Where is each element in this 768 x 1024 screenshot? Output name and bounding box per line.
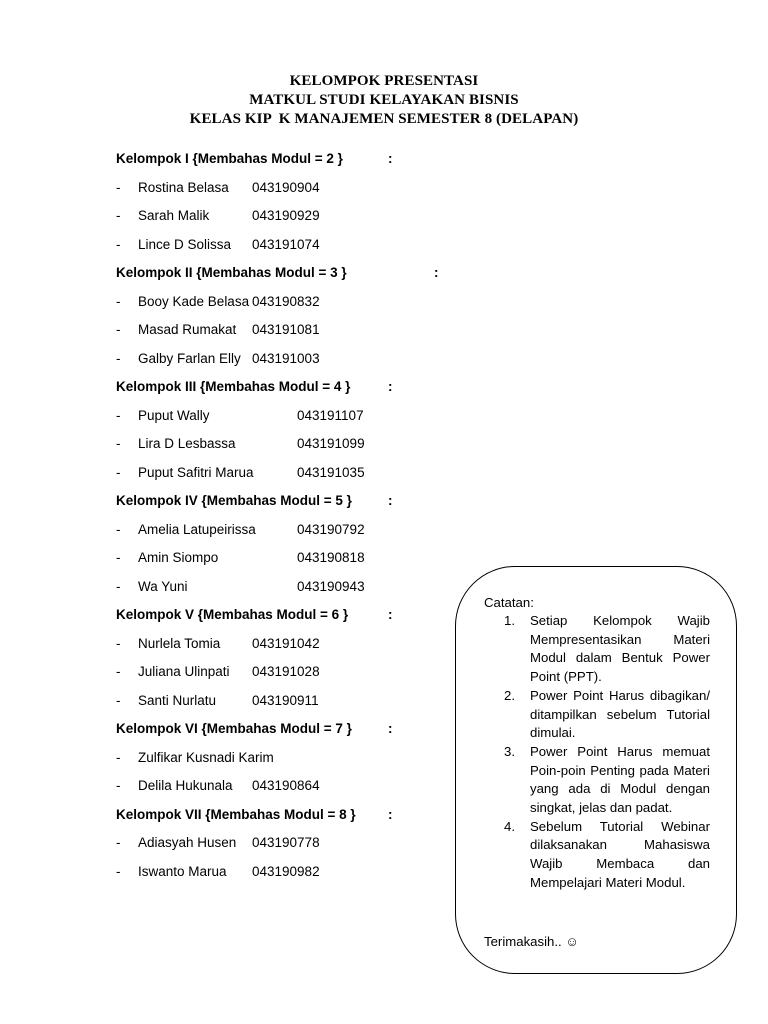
member-dash: - (116, 236, 121, 252)
notes-item-text: Power Point Harus memuat Poin-poin Penting pada Materi yang ada di Modul dengan singkat, jelas dan padat. (530, 743, 710, 816)
notes-item (504, 687, 710, 743)
group-heading-colon: : (388, 379, 393, 394)
member-name: Zulfikar Kusnadi Karim (138, 749, 274, 765)
member-nim: 043191081 (252, 322, 320, 337)
group-block (116, 806, 456, 881)
member-row (116, 749, 456, 767)
group-block (116, 264, 456, 368)
notes-item (504, 743, 710, 818)
member-nim: 043191074 (252, 236, 320, 252)
group-heading-text: Kelompok III {Membahas Modul = 4 } (116, 379, 351, 394)
member-dash: - (116, 293, 121, 309)
notes-closing: Terimakasih.. ☺ (484, 934, 579, 949)
notes-item-text: Power Point Harus dibagikan/ ditampilkan sebelum Tutorial dimulai. (530, 687, 710, 741)
member-name: Delila Hukunala (138, 778, 233, 793)
notes-item-number: 3. (504, 743, 515, 759)
member-dash: - (116, 550, 121, 565)
notes-item-number: 1. (504, 613, 515, 628)
member-dash: - (116, 749, 121, 765)
group-heading (116, 264, 456, 282)
member-row (116, 578, 456, 596)
notes-item-number: 4. (504, 818, 515, 834)
member-name: Wa Yuni (138, 578, 188, 594)
member-row (116, 863, 456, 881)
member-name: Booy Kade Belasa (138, 293, 250, 309)
group-block (116, 378, 456, 482)
member-row (116, 777, 456, 795)
member-row (116, 663, 456, 681)
title-line-2: MATKUL STUDI KELAYAKAN BISNIS (249, 92, 519, 108)
group-heading (116, 806, 456, 824)
member-name: Lince D Solissa (138, 236, 232, 252)
group-heading-text: Kelompok I {Membahas Modul = 2 } (116, 151, 343, 166)
member-dash: - (116, 692, 121, 708)
member-name: Lira D Lesbassa (138, 436, 236, 451)
notes-box (455, 566, 737, 974)
member-nim: 043190911 (252, 692, 319, 708)
member-row (116, 293, 456, 311)
group-heading-colon: : (388, 806, 393, 822)
member-nim: 043191099 (297, 436, 365, 451)
member-nim: 043190929 (252, 208, 320, 223)
member-name: Galby Farlan Elly (138, 350, 241, 366)
member-nim: 043190864 (252, 778, 320, 793)
member-name: Adiasyah Husen (138, 835, 237, 850)
member-dash: - (116, 436, 121, 451)
notes-list (504, 612, 710, 893)
group-heading-text: Kelompok VI {Membahas Modul = 7 } (116, 721, 352, 736)
member-name: Iswanto Marua (138, 863, 227, 879)
member-name: Puput Safitri Marua (138, 464, 254, 480)
member-dash: - (116, 208, 121, 223)
member-nim: 043190818 (297, 550, 365, 565)
notes-item (504, 612, 710, 687)
member-name: Amin Siompo (138, 550, 219, 565)
member-row (116, 407, 456, 425)
member-dash: - (116, 863, 121, 879)
group-heading-colon: : (388, 151, 393, 166)
member-row (116, 834, 456, 852)
member-nim: 043191042 (252, 635, 320, 651)
group-heading (116, 606, 456, 624)
member-nim: 043191028 (252, 664, 320, 679)
member-dash: - (116, 322, 121, 337)
title-line-3: KELAS KIP K MANAJEMEN SEMESTER 8 (DELAPAN) (189, 111, 579, 127)
group-heading (116, 150, 456, 168)
member-dash: - (116, 835, 121, 850)
member-nim: 043190982 (252, 863, 320, 879)
member-row (116, 350, 456, 368)
notes-item (504, 818, 710, 893)
group-heading-colon: : (388, 607, 393, 622)
group-heading (116, 378, 456, 396)
member-name: Amelia Latupeirissa (138, 521, 256, 537)
member-nim: 043191035 (297, 464, 365, 480)
member-nim: 043190778 (252, 835, 320, 850)
group-block (116, 492, 456, 596)
member-nim: 043191003 (252, 350, 320, 366)
member-nim: 043190792 (297, 521, 365, 537)
group-block (116, 720, 456, 795)
group-heading (116, 492, 456, 510)
member-row (116, 521, 456, 539)
group-heading-colon: : (434, 265, 439, 280)
group-heading-text: Kelompok IV {Membahas Modul = 5 } (116, 493, 352, 508)
member-row (116, 179, 456, 197)
member-nim: 043191107 (297, 407, 364, 423)
group-heading-text: Kelompok II {Membahas Modul = 3 } (116, 265, 347, 280)
member-name: Nurlela Tomia (138, 635, 221, 651)
member-dash: - (116, 521, 121, 537)
member-row (116, 549, 456, 567)
member-name: Juliana Ulinpati (138, 664, 230, 679)
member-name: Puput Wally (138, 407, 210, 423)
member-dash: - (116, 778, 121, 793)
member-nim: 043190904 (252, 179, 320, 195)
group-block (116, 606, 456, 710)
notes-item-text: Sebelum Tutorial Webinar dilaksanakan Mahasiswa Wajib Membaca dan Mempelajari Materi Modul. (530, 818, 710, 890)
member-dash: - (116, 664, 121, 679)
group-heading-text: Kelompok VII {Membahas Modul = 8 } (116, 806, 356, 822)
member-row (116, 464, 456, 482)
member-name: Santi Nurlatu (138, 692, 217, 708)
member-dash: - (116, 350, 121, 366)
member-row (116, 435, 456, 453)
member-nim: 043190832 (252, 293, 320, 309)
member-dash: - (116, 464, 121, 480)
group-block (116, 150, 456, 254)
member-name: Masad Rumakat (138, 322, 237, 337)
notes-title: Catatan: (484, 595, 534, 610)
member-row (116, 635, 456, 653)
member-row (116, 692, 456, 710)
member-row (116, 207, 456, 225)
member-dash: - (116, 407, 121, 423)
member-nim: 043190943 (297, 578, 365, 594)
member-name: Sarah Malik (138, 208, 210, 223)
member-dash: - (116, 578, 121, 594)
member-row (116, 321, 456, 339)
member-dash: - (116, 635, 121, 651)
group-list (116, 150, 456, 891)
member-name: Rostina Belasa (138, 179, 229, 195)
group-heading (116, 720, 456, 738)
group-heading-colon: : (388, 721, 393, 736)
member-row (116, 236, 456, 254)
title-line-1: KELOMPOK PRESENTASI (289, 73, 479, 89)
notes-item-number: 2. (504, 687, 515, 703)
group-heading-colon: : (388, 493, 393, 508)
group-heading-text: Kelompok V {Membahas Modul = 6 } (116, 607, 349, 622)
title-block (0, 72, 768, 129)
notes-item-text: Setiap Kelompok Wajib Mempresentasikan Materi Modul dalam Bentuk Power Point (PPT). (530, 613, 710, 685)
member-dash: - (116, 179, 121, 195)
